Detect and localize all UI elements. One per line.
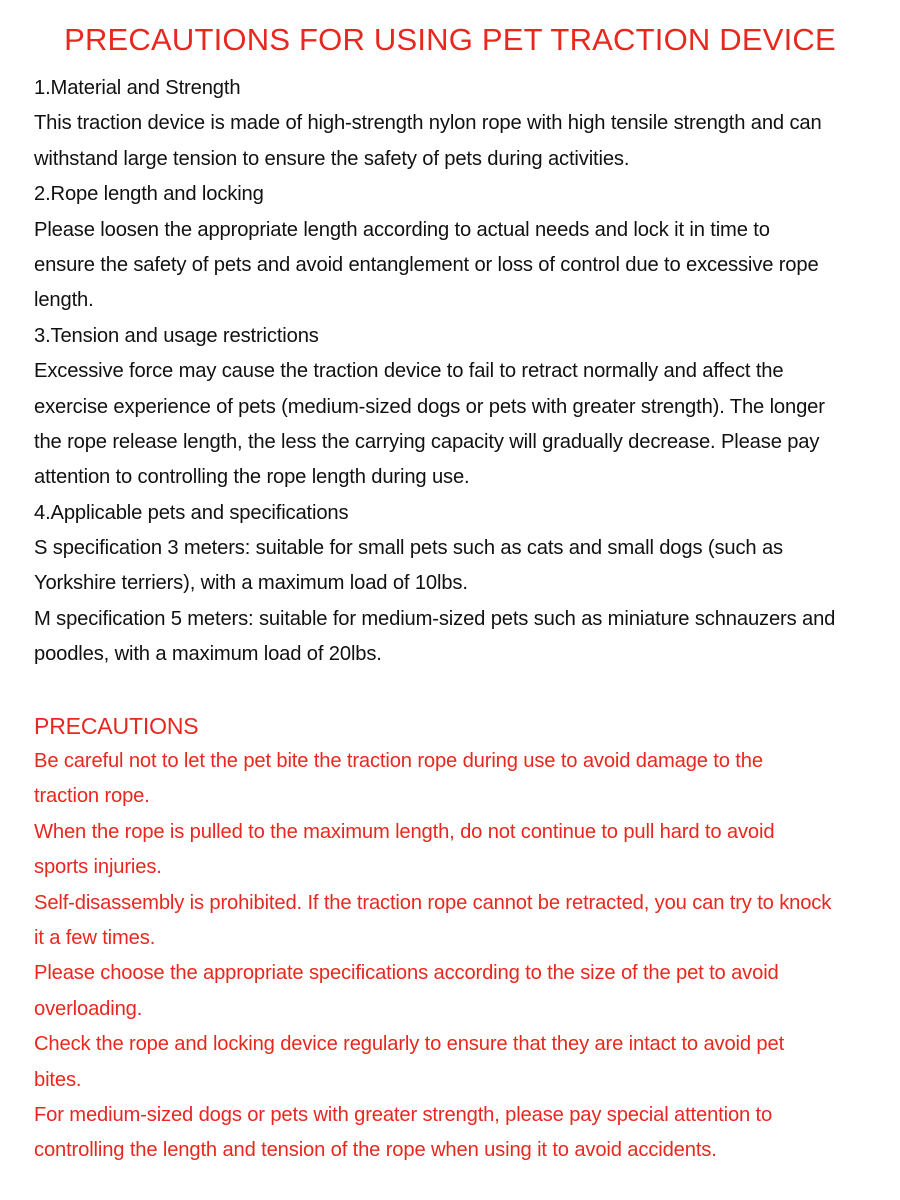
section-text-line: S specification 3 meters: suitable for small pets such as cats and small dogs (such as bbox=[34, 537, 783, 560]
section-text-line: M specification 5 meters: suitable for medium-sized pets such as miniature schnauzers and bbox=[34, 607, 836, 630]
section-text-line: ensure the safety of pets and avoid entanglement or loss of control due to excessive rope bbox=[34, 253, 819, 276]
section-text-line: exercise experience of pets (medium-sized dogs or pets with greater strength). The longer bbox=[34, 395, 825, 418]
section-text-line: the rope release length, the less the carrying capacity will gradually decrease. Please pay bbox=[34, 430, 820, 453]
page-title: PRECAUTIONS FOR USING PET TRACTION DEVICE bbox=[64, 22, 836, 57]
precaution-text-line: Check the rope and locking device regularly to ensure that they are intact to avoid pet bbox=[34, 1033, 785, 1056]
section-text-line: Yorkshire terriers), with a maximum load of 10lbs. bbox=[34, 572, 468, 595]
section-text-line: This traction device is made of high-strength nylon rope with high tensile strength and can bbox=[34, 112, 822, 135]
section-text-line: attention to controlling the rope length during use. bbox=[34, 466, 470, 489]
section-heading-tension: 3.Tension and usage restrictions bbox=[34, 324, 319, 347]
precaution-text-line: bites. bbox=[34, 1068, 82, 1091]
precautions-heading: PRECAUTIONS bbox=[34, 712, 199, 739]
precaution-text-line: Please choose the appropriate specifications according to the size of the pet to avoid bbox=[34, 962, 779, 985]
section-text-line: withstand large tension to ensure the safety of pets during activities. bbox=[34, 147, 630, 170]
precaution-text-line: controlling the length and tension of the rope when using it to avoid accidents. bbox=[34, 1139, 717, 1162]
precaution-text-line: Be careful not to let the pet bite the traction rope during use to avoid damage to the bbox=[34, 750, 763, 773]
document-body bbox=[34, 71, 884, 1169]
precaution-text-line: Self-disassembly is prohibited. If the traction rope cannot be retracted, you can try to knock bbox=[34, 891, 832, 914]
section-text-line: Excessive force may cause the traction device to fail to retract normally and affect the bbox=[34, 360, 784, 383]
section-text-line: Please loosen the appropriate length according to actual needs and lock it in time to bbox=[34, 218, 770, 241]
section-heading-material-strength: 1.Material and Strength bbox=[34, 77, 241, 99]
precaution-text-line: it a few times. bbox=[34, 926, 156, 949]
precaution-text-line: traction rope. bbox=[34, 785, 150, 808]
precaution-text-line: For medium-sized dogs or pets with greater strength, please pay special attention to bbox=[34, 1103, 773, 1126]
section-text-line: poodles, with a maximum load of 20lbs. bbox=[34, 643, 382, 666]
section-heading-specifications: 4.Applicable pets and specifications bbox=[34, 501, 349, 524]
precaution-text-line: overloading. bbox=[34, 997, 143, 1020]
section-spacer bbox=[34, 673, 884, 709]
section-heading-rope-length: 2.Rope length and locking bbox=[34, 183, 264, 206]
section-text-line: length. bbox=[34, 289, 94, 312]
precaution-text-line: When the rope is pulled to the maximum length, do not continue to pull hard to avoid bbox=[34, 820, 775, 843]
precaution-text-line: sports injuries. bbox=[34, 856, 162, 879]
